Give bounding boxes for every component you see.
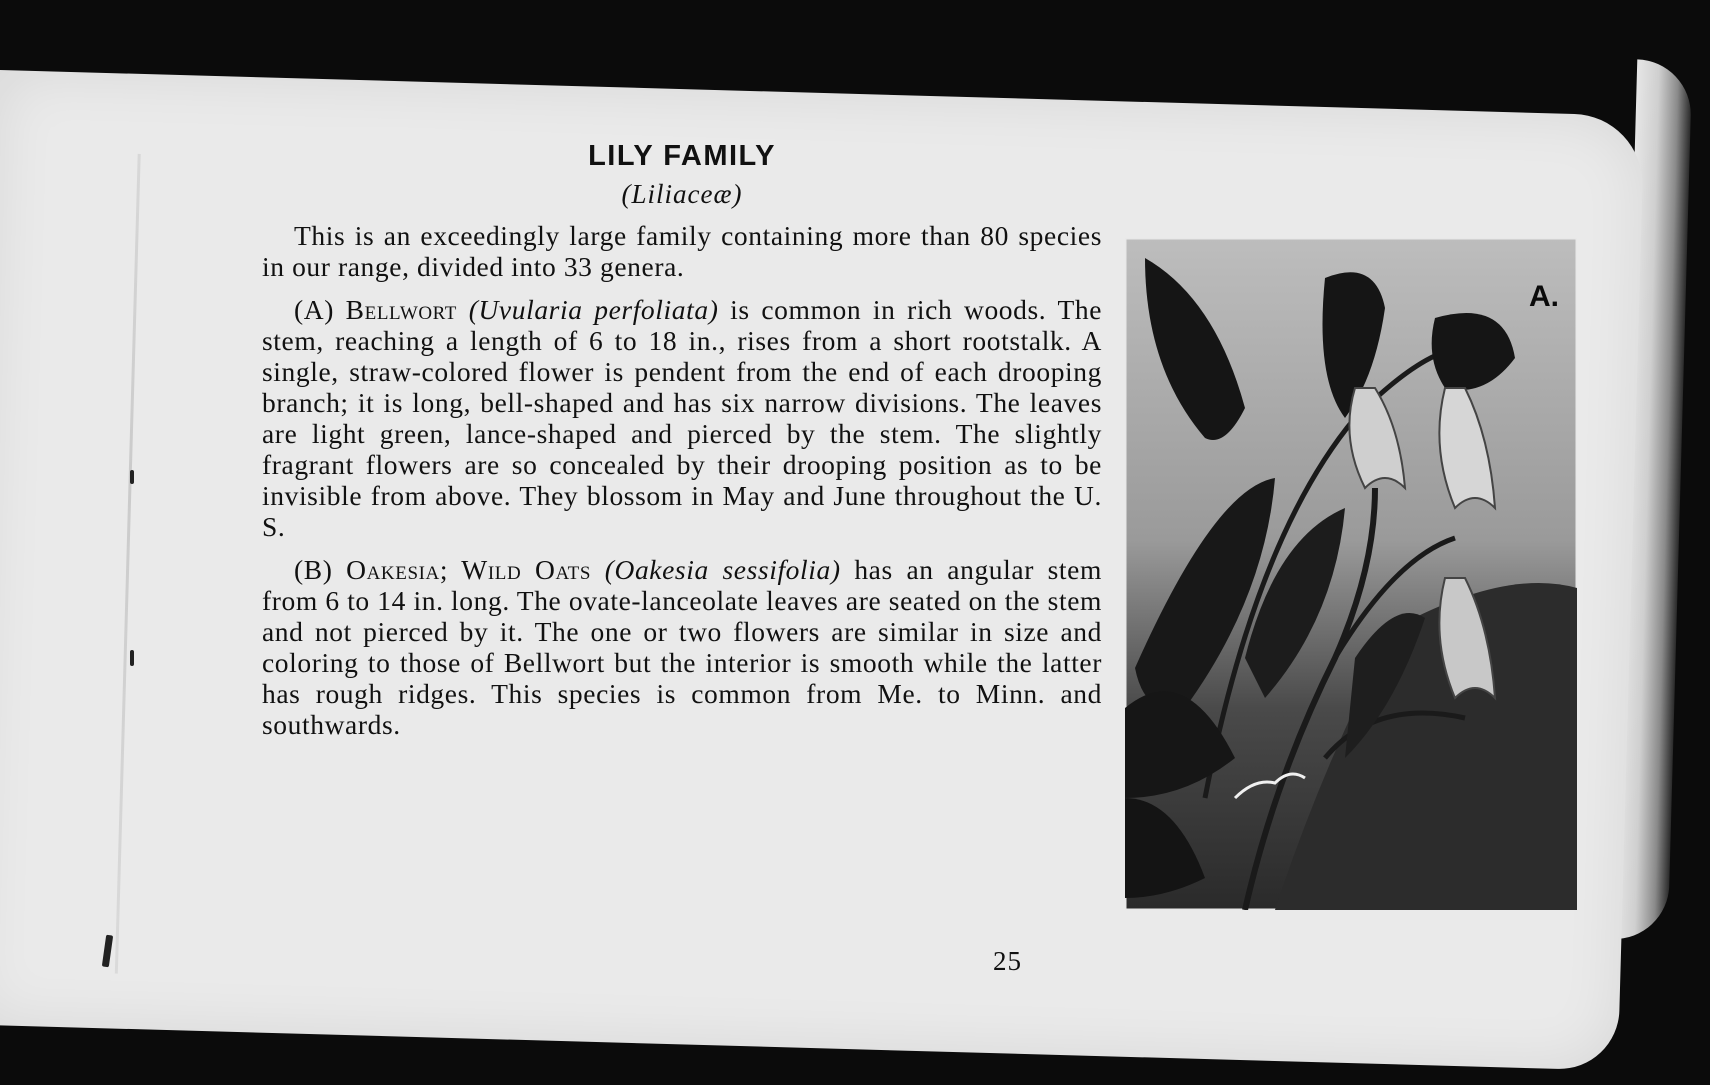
margin-mark: [130, 470, 134, 484]
margin-mark: [130, 650, 134, 666]
text-column: [262, 140, 1102, 752]
gutter-shadow: [115, 154, 141, 974]
page-number: 25: [993, 946, 1022, 976]
common-name: Oakesia; Wild Oats: [346, 554, 592, 585]
plate-label: A.: [1529, 280, 1559, 313]
intro-paragraph: This is an exceedingly large family containing more than 80 species in our range, divided into 33 genera.: [262, 220, 1102, 282]
bellwort-drawing: [1125, 238, 1577, 910]
entry-oakesia: [262, 554, 1102, 740]
bellwort-illustration: [1125, 238, 1577, 910]
scientific-name: (Uvularia perfoliata): [468, 294, 719, 325]
entry-text: is common in rich woods. The stem, reaching a length of 6 to 18 in., rises from a short rootstalk. A single, straw-colored flower is pendent from the end of each drooping branch; it is long, bell-shaped and has six narrow divisions. The leaves are light green, lance-shaped and pierced by the stem. The slightly fragrant flowers are so concealed by their drooping position as to be invisible from above. They blossom in May and June throughout the U. S.: [262, 294, 1103, 542]
scientific-name: (Oakesia sessifolia): [604, 554, 841, 585]
entry-marker: (B): [294, 554, 333, 585]
entry-bellwort: [262, 294, 1102, 542]
entry-text: has an angular stem from 6 to 14 in. long. The ovate-lanceolate leaves are seated on the stem and not pierced by it. The one or two flowers are similar in size and coloring to those of Bellwort but the interior is smooth while the latter has rough ridges. This species is common from Me. to Minn. and southwards.: [262, 554, 1102, 740]
page-title: LILY FAMILY: [588, 140, 776, 172]
entry-marker: (A): [294, 294, 334, 325]
common-name: Bellwort: [345, 294, 458, 325]
family-latin-name: (Liliaceæ): [621, 179, 743, 209]
